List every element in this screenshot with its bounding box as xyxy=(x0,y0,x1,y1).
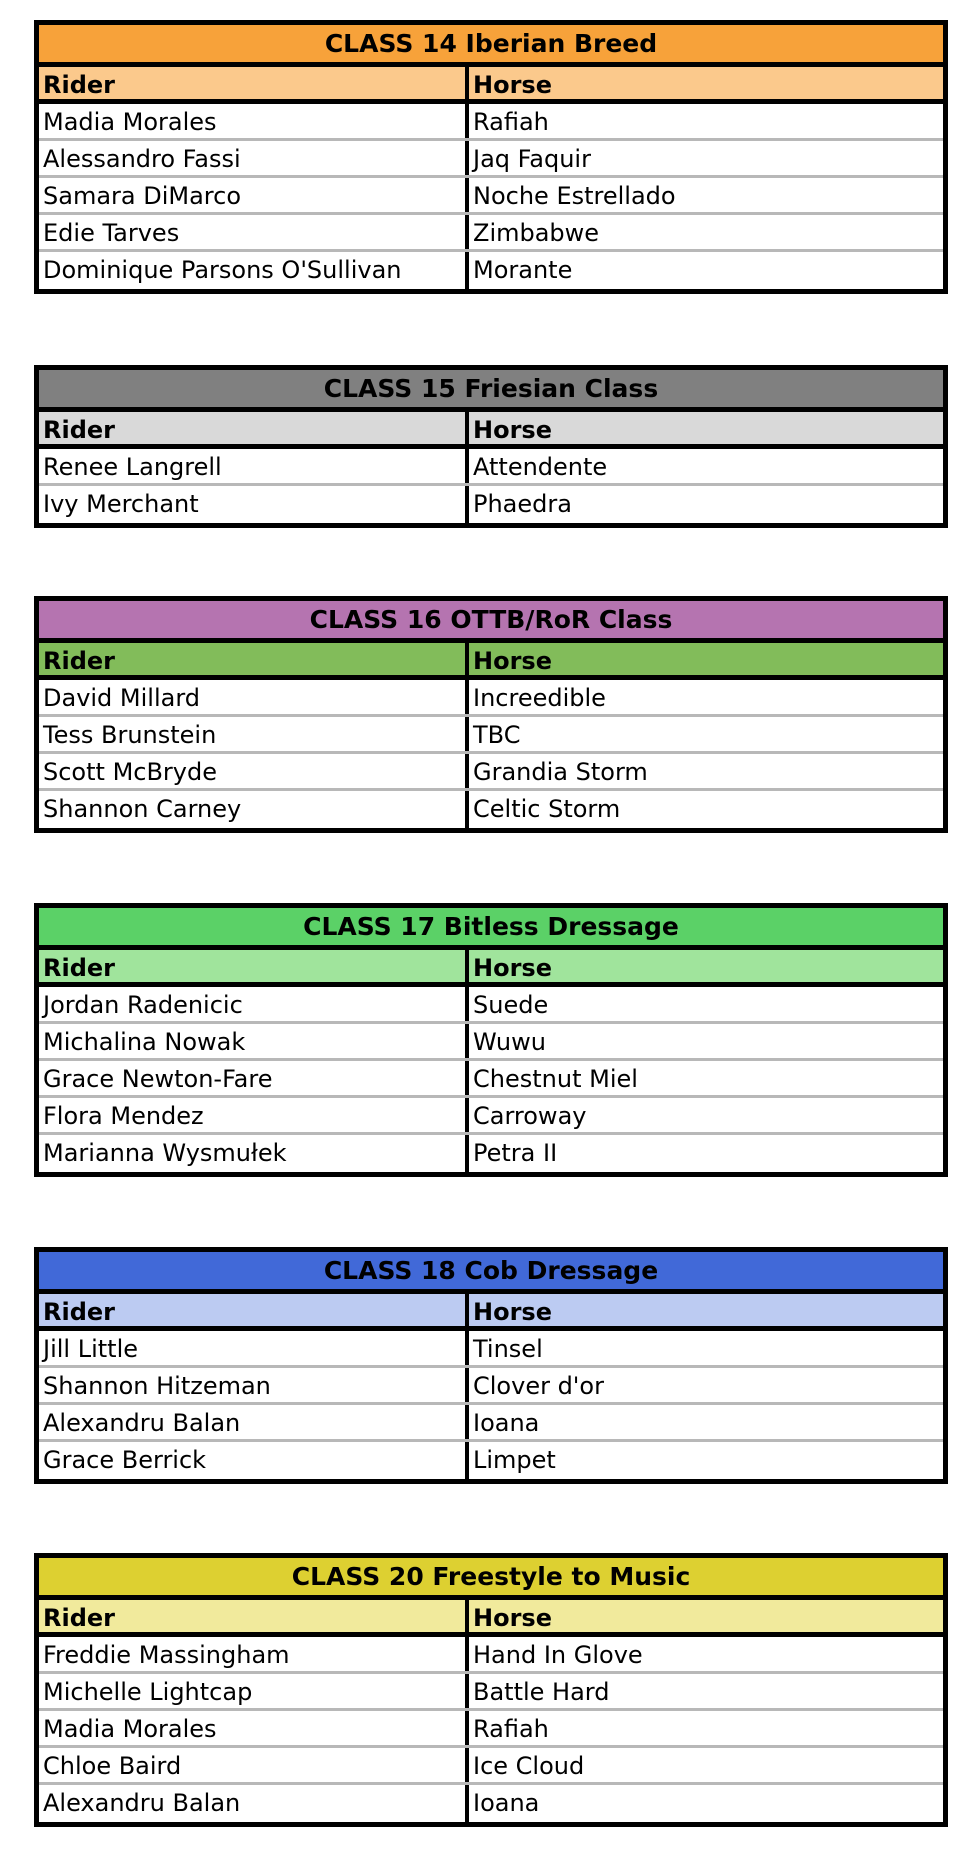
horse-cell: Morante xyxy=(473,256,573,284)
rider-cell: Dominique Parsons O'Sullivan xyxy=(39,252,469,289)
rider-column-header: Rider xyxy=(39,67,469,99)
rider-cell: Ivy Merchant xyxy=(39,486,469,523)
horse-cell: Tinsel xyxy=(473,1335,543,1363)
table-row xyxy=(39,1135,943,1172)
rider-cell: Alexandru Balan xyxy=(39,1785,469,1822)
horse-cell: Limpet xyxy=(473,1446,556,1474)
table-row xyxy=(39,1748,943,1785)
horse-column-header: Horse xyxy=(473,71,552,99)
horse-cell: Suede xyxy=(473,991,549,1019)
rider-cell: Marianna Wysmułek xyxy=(39,1135,469,1172)
rider-cell: David Millard xyxy=(39,680,469,714)
horse-cell: Zimbabwe xyxy=(473,219,600,247)
rider-cell: Shannon Hitzeman xyxy=(39,1368,469,1402)
horse-column-header: Horse xyxy=(473,1298,552,1326)
horse-cell: Wuwu xyxy=(473,1028,546,1056)
class-title: CLASS 15 Friesian Class xyxy=(39,370,943,412)
class-table-18 xyxy=(34,1247,948,1484)
table-row xyxy=(39,1785,943,1822)
class-title: CLASS 17 Bitless Dressage xyxy=(39,908,943,950)
table-row xyxy=(39,1331,943,1368)
rider-cell: Edie Tarves xyxy=(39,215,469,249)
column-header-row xyxy=(39,67,943,104)
rider-column-header: Rider xyxy=(39,643,469,675)
rider-cell: Madia Morales xyxy=(39,1711,469,1745)
horse-cell: Chestnut Miel xyxy=(473,1065,638,1093)
column-header-row xyxy=(39,1600,943,1637)
rider-column-header: Rider xyxy=(39,1600,469,1632)
rider-column-header: Rider xyxy=(39,950,469,982)
column-header-row xyxy=(39,412,943,449)
column-header-row xyxy=(39,1294,943,1331)
rider-column-header: Rider xyxy=(39,1294,469,1326)
table-row xyxy=(39,754,943,791)
rider-cell: Shannon Carney xyxy=(39,791,469,828)
class-table-14 xyxy=(34,20,948,294)
horse-cell: Rafiah xyxy=(473,108,549,136)
rider-cell: Renee Langrell xyxy=(39,449,469,483)
horse-cell: TBC xyxy=(473,721,521,749)
rider-cell: Chloe Baird xyxy=(39,1748,469,1782)
horse-column-header: Horse xyxy=(473,1604,552,1632)
table-row xyxy=(39,1674,943,1711)
rider-cell: Samara DiMarco xyxy=(39,178,469,212)
rider-cell: Alessandro Fassi xyxy=(39,141,469,175)
horse-cell: Petra II xyxy=(473,1139,558,1167)
table-row xyxy=(39,215,943,252)
table-row xyxy=(39,717,943,754)
horse-column-header: Horse xyxy=(473,647,552,675)
rider-cell: Jordan Radenicic xyxy=(39,987,469,1021)
rider-cell: Madia Morales xyxy=(39,104,469,138)
table-row xyxy=(39,1405,943,1442)
horse-cell: Jaq Faquir xyxy=(473,145,591,173)
horse-column-header: Horse xyxy=(473,954,552,982)
rider-cell: Michelle Lightcap xyxy=(39,1674,469,1708)
table-row xyxy=(39,1368,943,1405)
class-table-16 xyxy=(34,596,948,833)
table-row xyxy=(39,449,943,486)
horse-cell: Battle Hard xyxy=(473,1678,610,1706)
class-title: CLASS 20 Freestyle to Music xyxy=(39,1558,943,1600)
rider-cell: Grace Newton-Fare xyxy=(39,1061,469,1095)
horse-cell: Rafiah xyxy=(473,1715,549,1743)
table-row xyxy=(39,141,943,178)
table-row xyxy=(39,104,943,141)
rider-cell: Alexandru Balan xyxy=(39,1405,469,1439)
table-row xyxy=(39,486,943,523)
column-header-row xyxy=(39,950,943,987)
table-row xyxy=(39,1024,943,1061)
column-header-row xyxy=(39,643,943,680)
horse-cell: Clover d'or xyxy=(473,1372,604,1400)
table-row xyxy=(39,791,943,828)
horse-cell: Celtic Storm xyxy=(473,795,621,823)
class-title: CLASS 16 OTTB/RoR Class xyxy=(39,601,943,643)
class-title: CLASS 14 Iberian Breed xyxy=(39,25,943,67)
class-table-17 xyxy=(34,903,948,1177)
rider-cell: Michalina Nowak xyxy=(39,1024,469,1058)
rider-cell: Scott McBryde xyxy=(39,754,469,788)
class-title: CLASS 18 Cob Dressage xyxy=(39,1252,943,1294)
table-row xyxy=(39,1442,943,1479)
horse-cell: Grandia Storm xyxy=(473,758,648,786)
table-row xyxy=(39,1637,943,1674)
horse-cell: Ioana xyxy=(473,1789,540,1817)
table-row xyxy=(39,178,943,215)
table-row xyxy=(39,987,943,1024)
horse-cell: Ice Cloud xyxy=(473,1752,585,1780)
rider-cell: Grace Berrick xyxy=(39,1442,469,1479)
table-row xyxy=(39,1061,943,1098)
rider-cell: Freddie Massingham xyxy=(39,1637,469,1671)
horse-cell: Ioana xyxy=(473,1409,540,1437)
class-table-20 xyxy=(34,1553,948,1827)
table-row xyxy=(39,1711,943,1748)
rider-cell: Flora Mendez xyxy=(39,1098,469,1132)
rider-cell: Tess Brunstein xyxy=(39,717,469,751)
table-row xyxy=(39,680,943,717)
table-row xyxy=(39,252,943,289)
horse-cell: Attendente xyxy=(473,453,608,481)
rider-column-header: Rider xyxy=(39,412,469,444)
horse-cell: Increedible xyxy=(473,684,606,712)
horse-cell: Noche Estrellado xyxy=(473,182,676,210)
horse-cell: Carroway xyxy=(473,1102,587,1130)
horse-cell: Phaedra xyxy=(473,490,572,518)
horse-column-header: Horse xyxy=(473,416,552,444)
table-row xyxy=(39,1098,943,1135)
rider-cell: Jill Little xyxy=(39,1331,469,1365)
class-table-15 xyxy=(34,365,948,528)
horse-cell: Hand In Glove xyxy=(473,1641,643,1669)
